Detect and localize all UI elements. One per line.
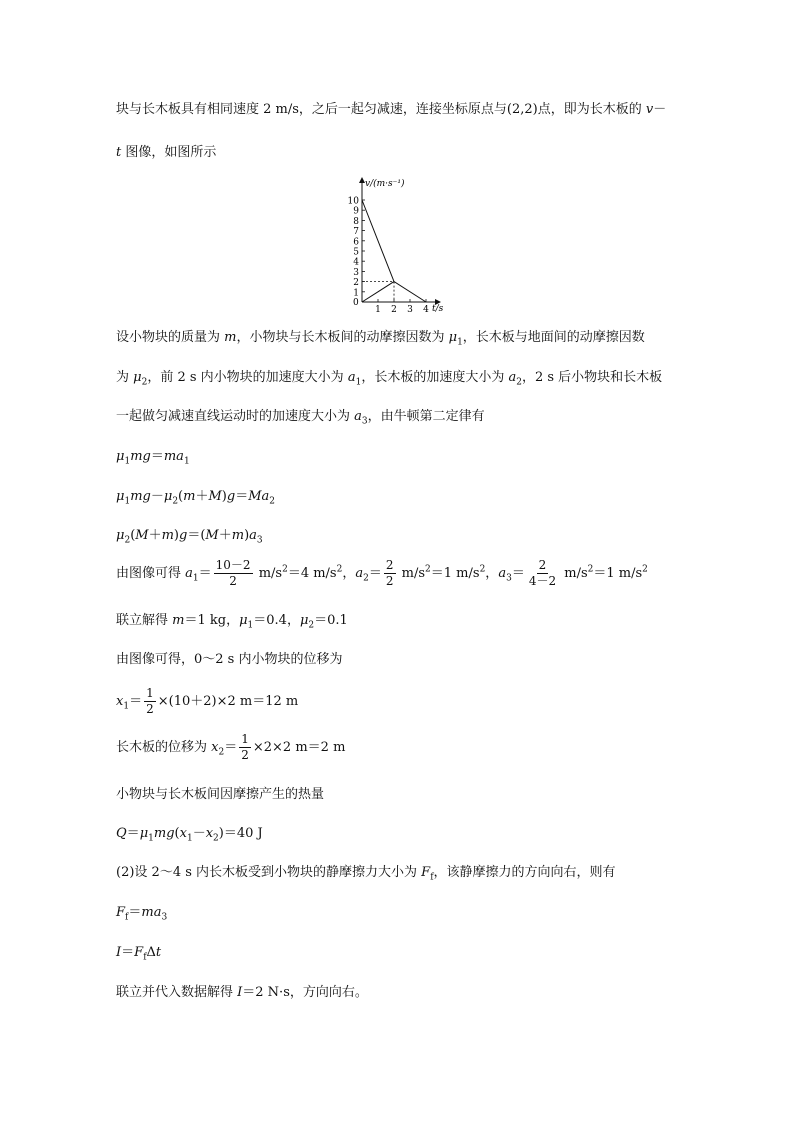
- y-tick-label: 8: [353, 216, 359, 227]
- x-axis-label: t/s: [432, 304, 444, 314]
- y-axis-label: v/(m·s⁻¹): [365, 179, 405, 189]
- paragraph-10: 联立并代入数据解得 I＝2 N·s，方向向右。: [116, 985, 368, 1000]
- y-tick-label: 5: [353, 247, 359, 258]
- equation-3: $\mu_2(M+m)g=(M+m)a_3$: [116, 528, 263, 546]
- y-tick-label: 7: [353, 227, 359, 238]
- series-line-1: [362, 282, 394, 302]
- paragraph-5: 一起做匀减速直线运动时的加速度大小为 $a_3$，由牛顿第二定律有: [116, 409, 485, 427]
- y-tick-label: 10: [347, 196, 359, 207]
- equation-5: $x_1=$ $\frac{1}{2}$ ×(10＋2)×2 m＝12 m: [116, 686, 299, 716]
- fraction-a3: $\frac{2}{4-2}$: [528, 558, 557, 588]
- paragraph-3: 设小物块的质量为 m，小物块与长木板间的动摩擦因数为 $\mu_1$，长木板与地面间的动摩擦因数: [116, 330, 645, 348]
- equation-2: $\mu_1mg-\mu_2(m+M)g=Ma_2$: [116, 489, 275, 507]
- paragraph-1: 块与长木板具有相同速度 2 m/s，之后一起匀减速，连接坐标原点与(2,2)点，即为长木板的 v－: [116, 102, 667, 117]
- y-tick-label: 1: [353, 288, 359, 299]
- paragraph-2: t 图像，如图所示: [116, 145, 217, 160]
- equation-8: $F_f=ma_3$: [116, 905, 168, 923]
- fraction-half: $\frac{1}{2}$: [146, 686, 154, 716]
- y-tick-label: 3: [353, 267, 359, 278]
- equation-4-accelerations: 由图像可得 $a_1=$ $\frac{10-2}{2}$ $m/s^2=4$ $m/s^2$，$a_2=$ $\frac{2}{2}$ $m/s^2=1$ $m/s^2$，$a_3=$ $\frac{2}{4-2}$ $m/s^2=1$ $m/s^2$: [116, 558, 648, 588]
- equation-9: $I=F_f\Delta t$: [116, 945, 162, 963]
- x-tick-label: 3: [407, 305, 413, 314]
- y-tick-label: 4: [353, 257, 359, 268]
- equation-7: $Q=\mu_1mg(x_1-x_2)=40$ J: [116, 826, 263, 844]
- paragraph-8: 小物块与长木板间因摩擦产生的热量: [116, 787, 325, 802]
- paragraph-7: 由图像可得，0～2 s 内小物块的位移为: [116, 652, 343, 667]
- y-tick-label: 2: [353, 278, 359, 289]
- x-tick-label: 1: [375, 305, 381, 314]
- fraction-half: $\frac{1}{2}$: [241, 732, 249, 762]
- origin-label: 0: [353, 298, 359, 308]
- paragraph-9: (2)设 2～4 s 内长木板受到小物块的静摩擦力大小为 $F_f$，该静摩擦力的方向向右，则有: [116, 865, 616, 883]
- x-tick-label: 2: [391, 305, 397, 314]
- equation-1: $\mu_1mg=ma_1$: [116, 449, 190, 467]
- fraction-a1: $\frac{10-2}{2}$: [215, 558, 251, 588]
- velocity-time-graph: [338, 174, 458, 314]
- paragraph-6: 联立解得 m＝1 kg，$\mu_1=0.4$，$\mu_2=0.1$: [116, 613, 348, 631]
- paragraph-4: 为 $\mu_2$，前 2 s 内小物块的加速度大小为 $a_1$，长木板的加速度大小为 $a_2$，2 s 后小物块和长木板: [116, 370, 663, 388]
- equation-6: 长木板的位移为 $x_2=$ $\frac{1}{2}$ ×2×2 m＝2 m: [116, 732, 346, 762]
- fraction-a2: $\frac{2}{2}$: [385, 558, 394, 588]
- x-tick-label: 4: [423, 305, 429, 314]
- y-tick-label: 9: [353, 206, 359, 217]
- y-tick-label: 6: [353, 237, 359, 248]
